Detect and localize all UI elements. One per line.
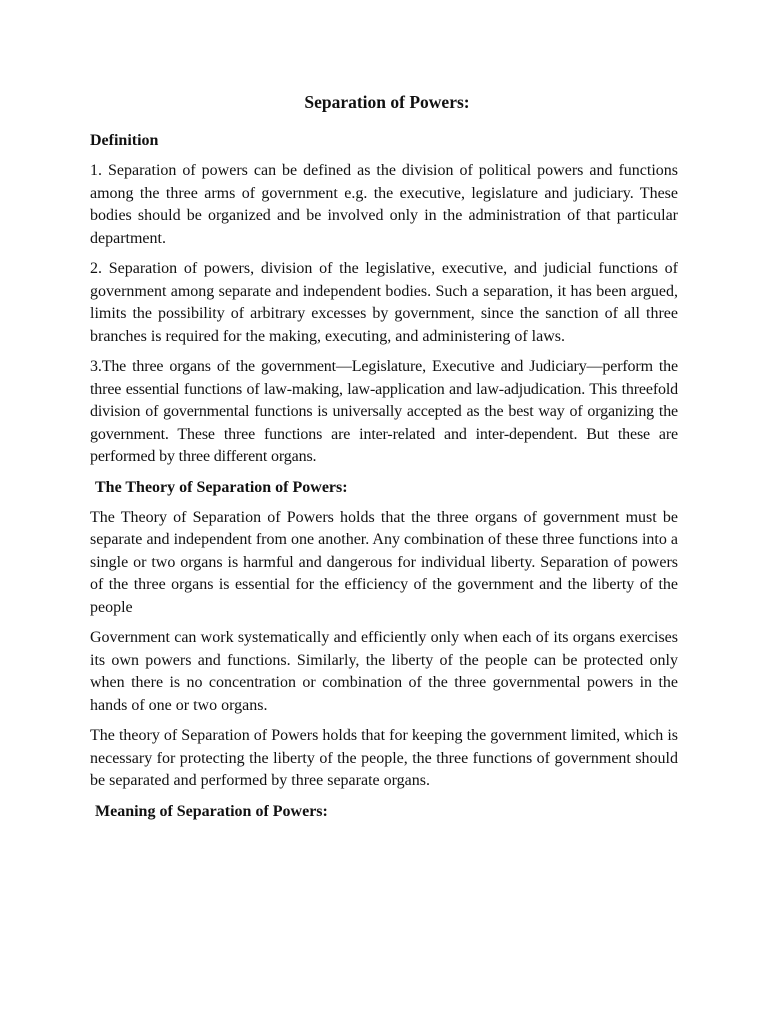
- theory-paragraph-3: The theory of Separation of Powers holds that for keeping the government limited, which is necessary for protecting the liberty of the people, the three functions of government should be separated and performed by three separate organs.: [90, 727, 678, 789]
- document-page: [90, 90, 678, 831]
- page-title: Separation of Powers:: [304, 92, 470, 112]
- definition-heading: Definition: [90, 132, 159, 149]
- meaning-heading: Meaning of Separation of Powers:: [95, 802, 328, 820]
- theory-paragraph-2: Government can work systematically and efficiently only when each of its organs exercises its own powers and functions. Similarly, the liberty of the people can be protected only when there is no concentration or combination of the three governmental powers in the hands of one or two organs.: [90, 629, 678, 714]
- theory-paragraph-1: The Theory of Separation of Powers holds that the three organs of government must be separate and independent from one another. Any combination of these three functions into a single or two organs is harmful and dangerous for individual liberty. Separation of powers of the three organs is essential for the efficiency of the government and the liberty of the people: [90, 508, 678, 616]
- definition-paragraph-2: 2. Separation of powers, division of the legislative, executive, and judicial functions of government among separate and independent bodies. Such a separation, it has been argued, limits the possibility of arbitrary excesses by government, since the sanction of all three branches is required for the making, executing, and administering of laws.: [90, 260, 678, 345]
- theory-heading: The Theory of Separation of Powers:: [95, 478, 348, 496]
- definition-paragraph-3: 3.The three organs of the government—Legislature, Executive and Judiciary—perform the three essential functions of law-making, law-application and law-adjudication. This threefold division of governmental functions is universally accepted as the best way of organizing the government. These three functions are inter-related and inter-dependent. But these are performed by three different organs.: [90, 358, 678, 465]
- definition-paragraph-1: 1. Separation of powers can be defined as the division of political powers and functions among the three arms of government e.g. the executive, legislature and judiciary. These bodies should be organized and be involved only in the administration of that particular department.: [90, 162, 678, 247]
